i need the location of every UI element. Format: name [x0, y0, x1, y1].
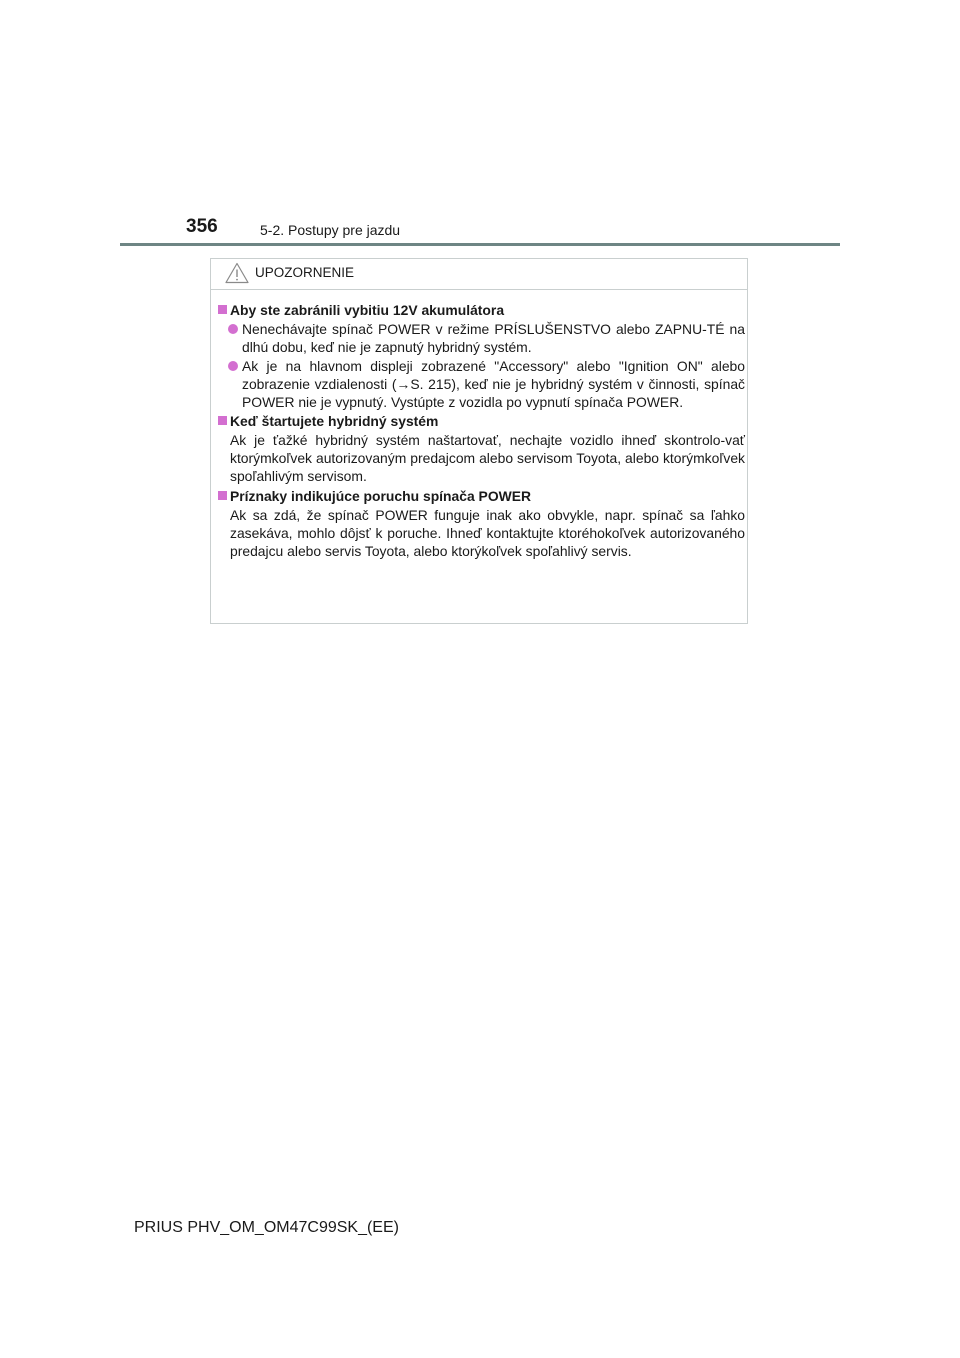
section-heading-text: Keď štartujete hybridný systém — [230, 413, 439, 429]
circle-bullet-icon — [228, 324, 238, 334]
page-number: 356 — [186, 216, 218, 237]
square-bullet-icon — [218, 491, 227, 500]
header-rule — [120, 243, 840, 246]
list-item — [217, 320, 745, 356]
warning-box — [210, 258, 748, 624]
section-title: 5-2. Postupy pre jazdu — [260, 222, 401, 238]
list-item — [217, 357, 745, 411]
circle-bullet-icon — [228, 361, 238, 371]
warning-body — [217, 301, 745, 562]
section-heading — [217, 487, 745, 505]
section-heading-text: Príznaky indikujúce poruchu spínača POWER — [230, 488, 532, 504]
section-paragraph: Ak sa zdá, že spínač POWER funguje inak ako obvykle, napr. spínač sa ľahko zasekáva, mohlo dôjsť k poruche. Ihneď kontaktujte ktoréhokoľvek autorizovaného predajcu alebo servis Toyota, alebo ktorýkoľvek spoľahlivý servis. — [230, 507, 745, 559]
warning-title: UPOZORNENIE — [255, 265, 355, 280]
list-item-text: Ak je na hlavnom displeji zobrazené "Accessory" alebo "Ignition ON" alebo zobrazenie vzdialenosti (→S. 215), keď nie je hybridný systém v činnosti, spínač POWER nie je vypnutý. Vystúpte z vozidla po vypnutí spínača POWER. — [242, 358, 745, 410]
section-heading — [217, 412, 745, 430]
square-bullet-icon — [218, 416, 227, 425]
section-heading-text: Aby ste zabránili vybitiu 12V akumulátora — [230, 302, 505, 318]
warning-header — [211, 259, 747, 290]
warning-triangle-icon — [225, 262, 249, 284]
list-item-text: Nenechávajte spínač POWER v režime PRÍSLUŠENSTVO alebo ZAPNU-TÉ na dlhú dobu, keď nie je zapnutý hybridný systém. — [242, 321, 745, 355]
square-bullet-icon — [218, 305, 227, 314]
footer-doc-code: PRIUS PHV_OM_OM47C99SK_(EE) — [134, 1219, 399, 1236]
section-paragraph: Ak je ťažké hybridný systém naštartovať, nechajte vozidlo ihneď skontrolo-vať ktorýmkoľvek autorizovaným predajcom alebo servisom Toyota, alebo ktorýmkoľvek spoľahlivým servisom. — [230, 432, 745, 484]
section-heading — [217, 301, 745, 319]
